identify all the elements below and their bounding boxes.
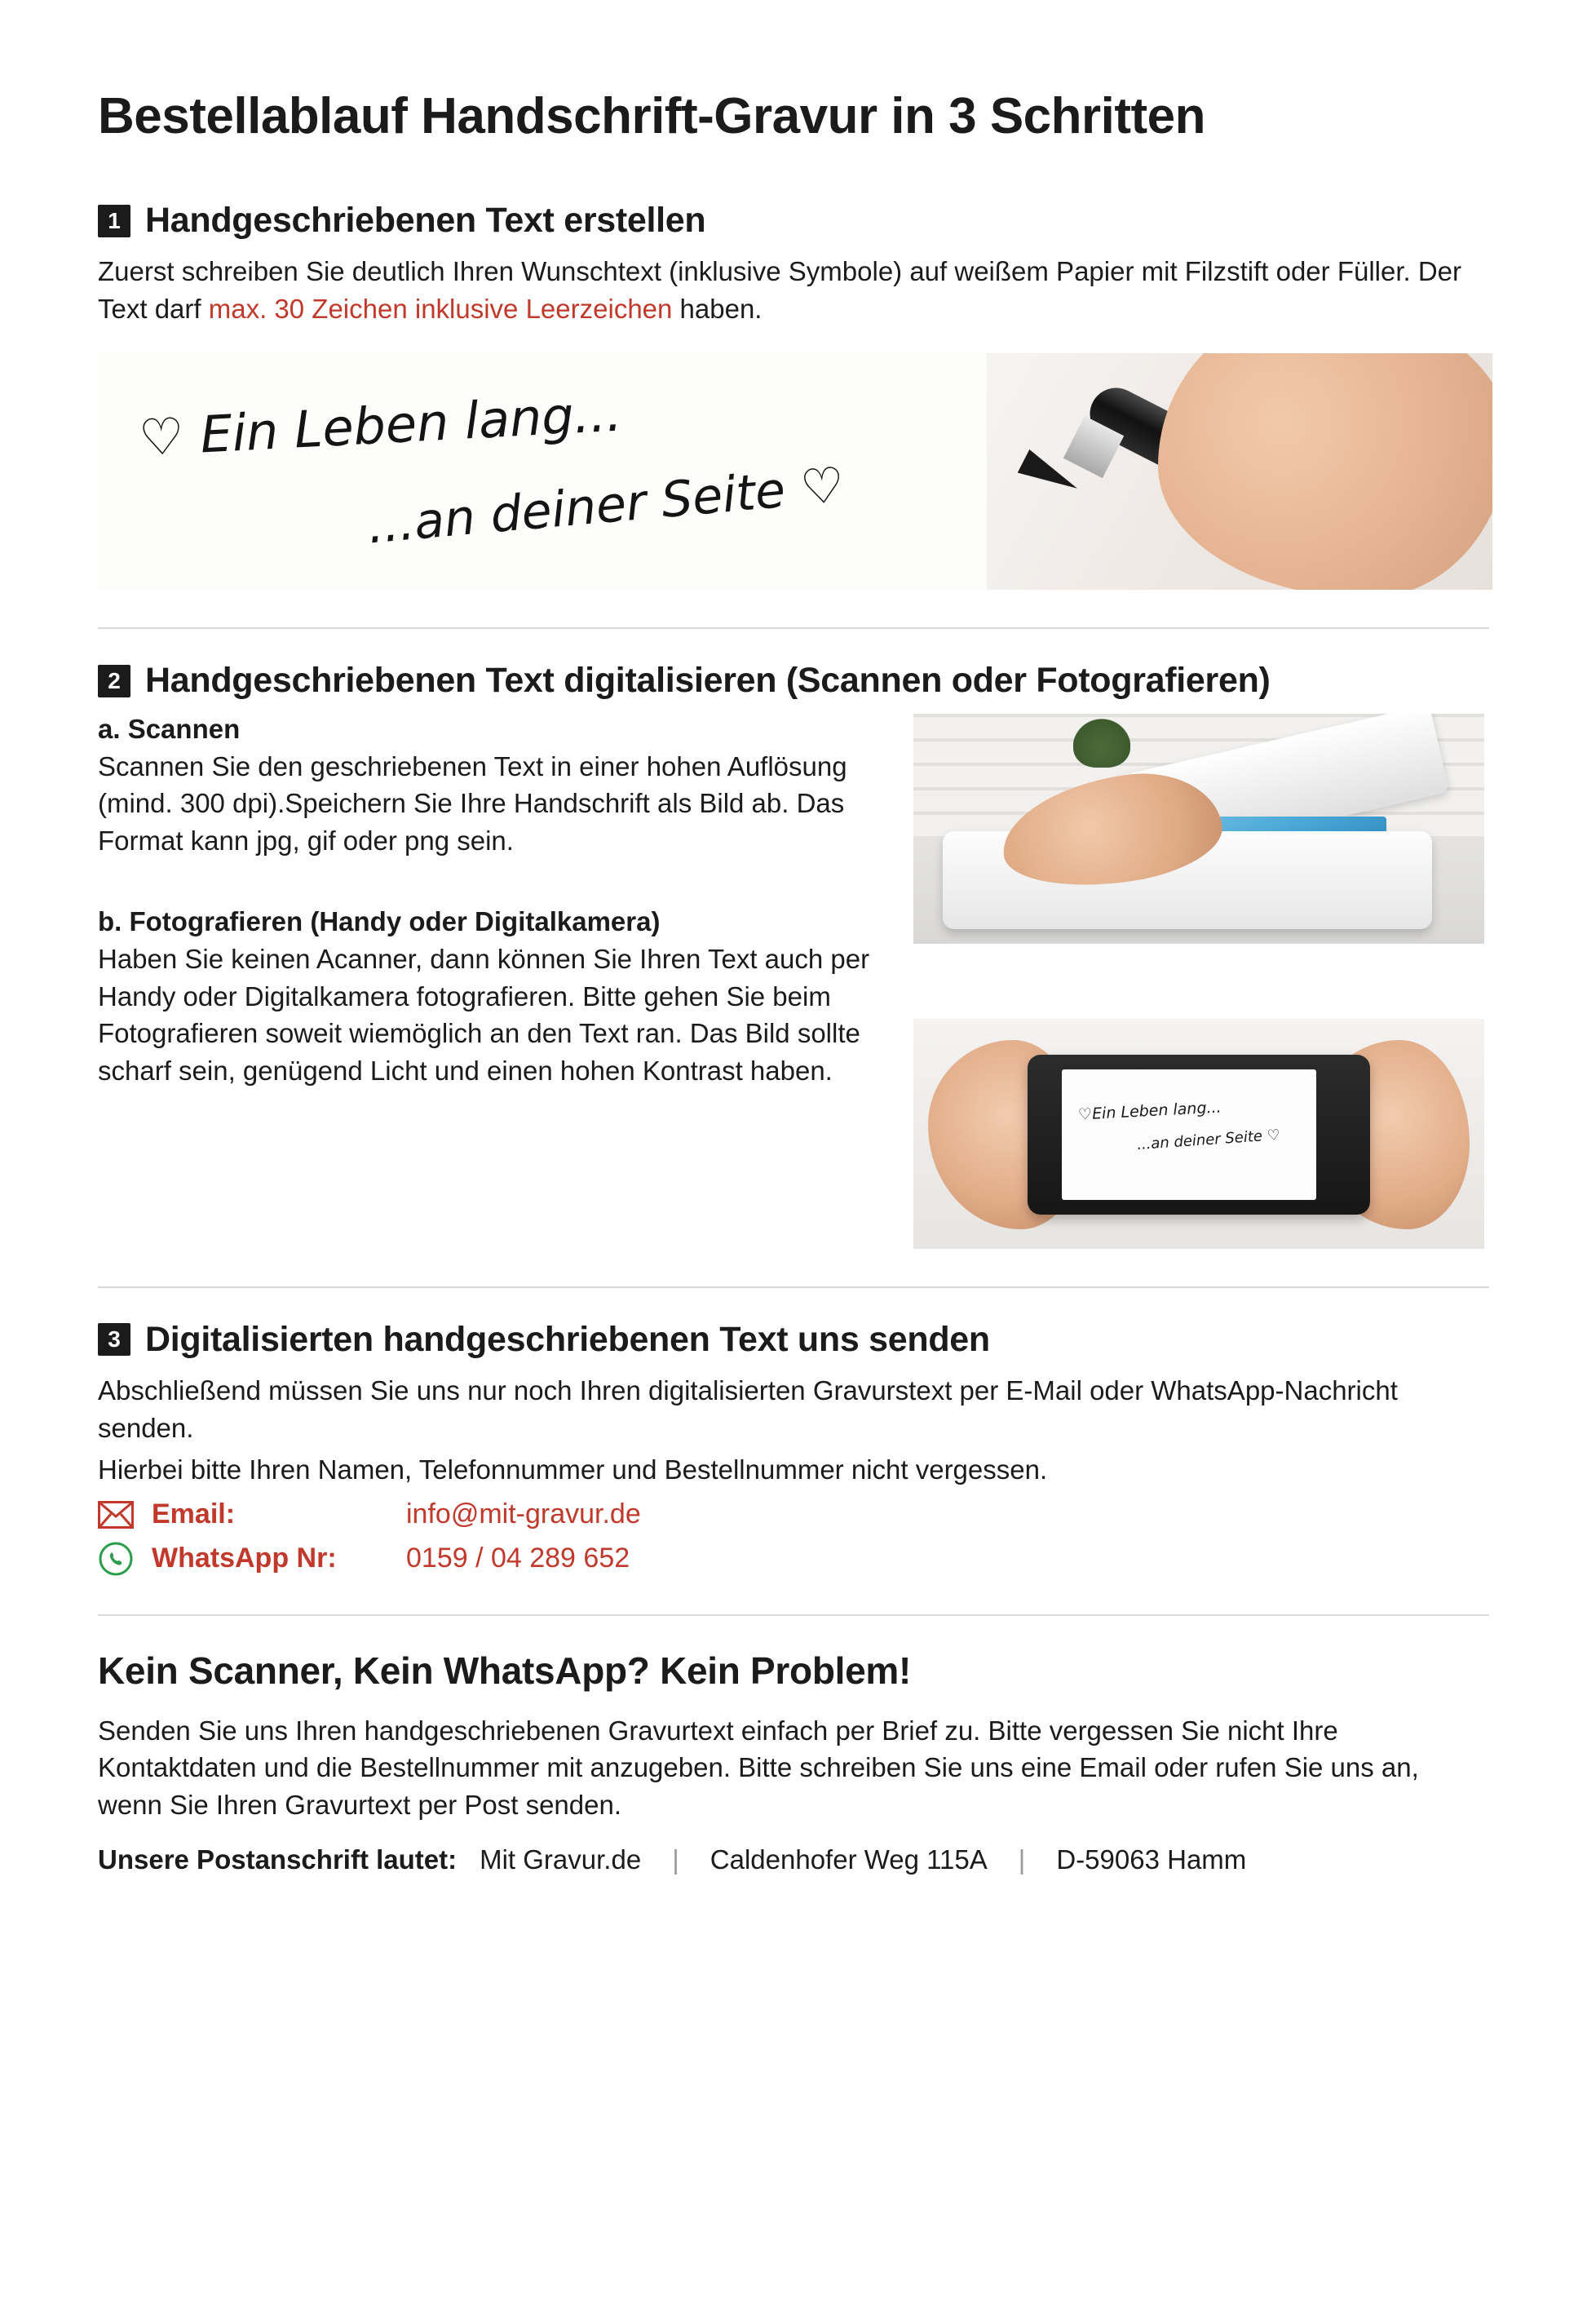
whatsapp-label: WhatsApp Nr: (152, 1543, 337, 1574)
step-2-title: Handgeschriebenen Text digitalisieren (Scannen oder Fotografieren) (145, 661, 1271, 701)
step-3-title: Digitalisierten handgeschriebenen Text uns senden (145, 1319, 990, 1359)
step-1-body-highlight: max. 30 Zeichen inklusive Leerzeichen (208, 293, 673, 324)
smartphone-photo (913, 1019, 1484, 1249)
step-2-media-column (913, 714, 1484, 1249)
address-separator-1: | (672, 1844, 679, 1875)
email-label: Email: (152, 1498, 236, 1530)
bottom-title: Kein Scanner, Kein WhatsApp? Kein Problem! (98, 1649, 911, 1692)
no-scanner-section (98, 1649, 1489, 1876)
step-2-section (98, 662, 1489, 1248)
bottom-body: Senden Sie uns Ihren handgeschriebenen Gravurtext einfach per Brief zu. Bitte vergessen Sie nicht Ihre Kontaktdaten und die Bestellnummer mit anzugeben. Bitte schreiben Sie uns eine Email oder rufen Sie uns an, wenn Sie Ihren Gravurtext per Post senden. (98, 1715, 1419, 1820)
step-1-badge: 1 (98, 205, 130, 237)
handwriting-line-2: ...an deiner Seite ♡ (365, 457, 847, 556)
address-part-street: Caldenhofer Weg 115A (710, 1844, 988, 1875)
address-part-city: D-59063 Hamm (1056, 1844, 1247, 1875)
step-1-section (98, 201, 1489, 590)
step-3-body-line-2: Hierbei bitte Ihren Namen, Telefonnummer und Bestellnummer nicht vergessen. (98, 1454, 1048, 1485)
phone-handwriting-line-2: ...an deiner Seite ♡ (1136, 1126, 1281, 1153)
divider-2 (98, 1286, 1489, 1288)
step-3-heading (98, 1321, 1489, 1359)
spacer (98, 859, 881, 906)
step-1-body (98, 253, 1489, 327)
step-1-body-part1: Zuerst schreiben Sie deutlich Ihren Wunschtext (inklusive Symbole) auf weißem Papier mit Filzstift oder Füller. Der Text darf (98, 256, 1462, 324)
step-2-columns (98, 714, 1489, 1249)
whatsapp-value[interactable]: 0159 / 04 289 652 (406, 1543, 630, 1574)
step-3-body-line-1: Abschließend müssen Sie uns nur noch Ihren digitalisierten Gravurstext per E-Mail oder WhatsApp-Nachricht senden. (98, 1375, 1398, 1443)
page-title: Bestellablauf Handschrift-Gravur in 3 Schritten (98, 88, 1206, 144)
hand-with-pen-illustration (987, 353, 1492, 590)
divider-1 (98, 627, 1489, 629)
divider-3 (98, 1614, 1489, 1616)
hand-shape (1158, 353, 1492, 590)
handwriting-sample-photo (98, 353, 1492, 590)
step-3-section (98, 1321, 1489, 1577)
contact-row-whatsapp (98, 1541, 1489, 1577)
step-2-badge: 2 (98, 665, 130, 697)
step-3-badge: 3 (98, 1323, 130, 1356)
handwriting-line-1: ♡ Ein Leben lang... (137, 383, 624, 468)
spacer (913, 944, 1484, 1019)
address-part-company: Mit Gravur.de (480, 1844, 642, 1875)
step-2-text-column (98, 714, 881, 1090)
address-label: Unsere Postanschrift lautet: (98, 1844, 458, 1875)
phone-body-shape (1028, 1055, 1370, 1215)
step-1-title: Handgeschriebenen Text erstellen (145, 201, 706, 241)
phone-screen (1062, 1069, 1316, 1200)
step-1-heading (98, 201, 1489, 240)
address-separator-2: | (1018, 1844, 1026, 1875)
contact-row-email (98, 1497, 1489, 1533)
scanner-photo (913, 714, 1484, 944)
postal-address-row (98, 1844, 1489, 1875)
phone-handwriting-line-1: ♡Ein Leben lang... (1077, 1098, 1222, 1124)
step-2a-body: Scannen Sie den geschriebenen Text in einer hohen Auflösung (mind. 300 dpi).Speichern Sie Ihre Handschrift als Bild ab. Das Format kann jpg, gif oder png sein. (98, 750, 847, 856)
step-1-body-part2: haben. (672, 293, 763, 324)
step-2-heading (98, 662, 1489, 700)
whatsapp-icon (98, 1541, 134, 1577)
step-2b-body: Haben Sie keinen Acanner, dann können Sie Ihren Text auch per Handy oder Digitalkamera fotografieren. Bitte gehen Sie beim Fotografieren soweit wiemöglich an den Text ran. Das Bild sollte scharf sein, genügend Licht und einen hohen Kontrast haben. (98, 944, 870, 1086)
step-2b-heading: b. Fotografieren (Handy oder Digitalkamera) (98, 906, 661, 937)
step-2a-heading: a. Scannen (98, 713, 241, 744)
email-value[interactable]: info@mit-gravur.de (406, 1498, 641, 1530)
envelope-icon (98, 1497, 134, 1533)
plant-decoration (1073, 719, 1130, 768)
